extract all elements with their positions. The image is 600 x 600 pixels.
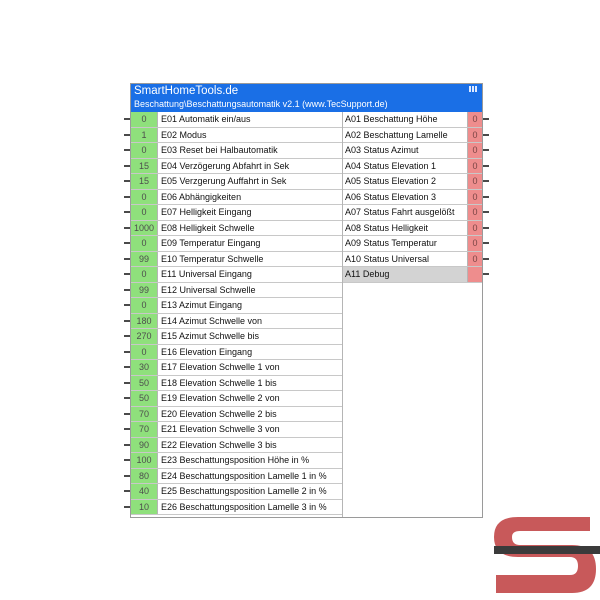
output-pin[interactable] bbox=[483, 258, 489, 260]
output-value[interactable]: 0 bbox=[467, 236, 482, 251]
input-row[interactable] bbox=[131, 159, 342, 175]
input-pin[interactable] bbox=[124, 211, 130, 213]
input-row[interactable] bbox=[131, 205, 342, 221]
output-label: A03 Status Azimut bbox=[345, 145, 419, 155]
input-label: E07 Helligkeit Eingang bbox=[161, 207, 252, 217]
input-row[interactable] bbox=[131, 500, 342, 516]
output-row[interactable] bbox=[343, 267, 482, 283]
input-value[interactable]: 0 bbox=[131, 236, 158, 251]
input-pin[interactable] bbox=[124, 258, 130, 260]
input-pin[interactable] bbox=[124, 475, 130, 477]
output-pin[interactable] bbox=[483, 118, 489, 120]
input-label: E24 Beschattungsposition Lamelle 1 in % bbox=[161, 470, 327, 481]
input-row[interactable] bbox=[131, 376, 342, 392]
input-pin[interactable] bbox=[124, 289, 130, 291]
input-row[interactable] bbox=[131, 283, 342, 299]
input-label: E06 Abhängigkeiten bbox=[161, 191, 242, 202]
input-value[interactable]: 70 bbox=[131, 422, 158, 437]
input-pin[interactable] bbox=[124, 490, 130, 492]
input-value[interactable]: 1000 bbox=[131, 221, 158, 236]
input-label: E25 Beschattungsposition Lamelle 2 in % bbox=[161, 486, 327, 496]
input-row[interactable] bbox=[131, 112, 342, 128]
input-value[interactable]: 0 bbox=[131, 190, 158, 205]
input-label: E21 Elevation Schwelle 3 von bbox=[161, 424, 280, 434]
input-value[interactable]: 100 bbox=[131, 453, 158, 468]
block-header[interactable] bbox=[131, 84, 482, 112]
output-value[interactable]: 0 bbox=[467, 128, 482, 143]
output-value[interactable]: 0 bbox=[467, 205, 482, 220]
input-value[interactable]: 99 bbox=[131, 283, 158, 298]
output-value[interactable]: 0 bbox=[467, 159, 482, 174]
output-label: A08 Status Helligkeit bbox=[345, 222, 429, 233]
input-pin[interactable] bbox=[124, 428, 130, 430]
input-pin[interactable] bbox=[124, 196, 130, 198]
input-row[interactable] bbox=[131, 298, 342, 314]
input-pin[interactable] bbox=[124, 351, 130, 353]
input-label: E03 Reset bei Halbautomatik bbox=[161, 145, 278, 155]
input-label: E26 Beschattungsposition Lamelle 3 in % bbox=[161, 501, 327, 512]
input-pin[interactable] bbox=[124, 273, 130, 275]
output-pin[interactable] bbox=[483, 180, 489, 182]
output-pin[interactable] bbox=[483, 227, 489, 229]
input-value[interactable]: 40 bbox=[131, 484, 158, 499]
input-label: E12 Universal Schwelle bbox=[161, 284, 256, 295]
input-pin[interactable] bbox=[124, 459, 130, 461]
input-value[interactable]: 90 bbox=[131, 438, 158, 453]
output-row[interactable] bbox=[343, 128, 482, 144]
input-pin[interactable] bbox=[124, 413, 130, 415]
input-pin[interactable] bbox=[124, 165, 130, 167]
input-row[interactable] bbox=[131, 174, 342, 190]
input-row[interactable] bbox=[131, 128, 342, 144]
input-pin[interactable] bbox=[124, 242, 130, 244]
input-row[interactable] bbox=[131, 438, 342, 454]
output-label: A10 Status Universal bbox=[345, 253, 430, 264]
input-row[interactable] bbox=[131, 484, 342, 500]
input-row[interactable] bbox=[131, 252, 342, 268]
input-label: E22 Elevation Schwelle 3 bis bbox=[161, 439, 277, 450]
s-logo-icon bbox=[490, 505, 600, 600]
output-row[interactable] bbox=[343, 143, 482, 159]
output-row[interactable] bbox=[343, 190, 482, 206]
output-value[interactable]: 0 bbox=[467, 143, 482, 158]
input-row[interactable] bbox=[131, 345, 342, 361]
input-row[interactable] bbox=[131, 422, 342, 438]
output-label: A06 Status Elevation 3 bbox=[345, 191, 437, 202]
input-label: E20 Elevation Schwelle 2 bis bbox=[161, 408, 277, 419]
output-label: A07 Status Fahrt ausgelößt bbox=[345, 207, 455, 217]
input-label: E11 Universal Eingang bbox=[161, 269, 252, 279]
input-row[interactable] bbox=[131, 453, 342, 469]
input-row[interactable] bbox=[131, 329, 342, 345]
input-label: E17 Elevation Schwelle 1 von bbox=[161, 362, 280, 372]
output-row[interactable] bbox=[343, 159, 482, 175]
input-value[interactable]: 0 bbox=[131, 267, 158, 282]
input-value[interactable]: 80 bbox=[131, 469, 158, 484]
input-pin[interactable] bbox=[124, 149, 130, 151]
input-label: E18 Elevation Schwelle 1 bis bbox=[161, 377, 277, 388]
input-label: E19 Elevation Schwelle 2 von bbox=[161, 393, 280, 403]
input-row[interactable] bbox=[131, 391, 342, 407]
output-pin[interactable] bbox=[483, 211, 489, 213]
output-row[interactable] bbox=[343, 252, 482, 268]
output-row[interactable] bbox=[343, 205, 482, 221]
output-label: A09 Status Temperatur bbox=[345, 238, 437, 248]
input-pin[interactable] bbox=[124, 335, 130, 337]
input-pin[interactable] bbox=[124, 134, 130, 136]
output-value[interactable]: 0 bbox=[467, 252, 482, 267]
output-label: A01 Beschattung Höhe bbox=[345, 114, 438, 124]
input-row[interactable] bbox=[131, 143, 342, 159]
input-value[interactable]: 10 bbox=[131, 500, 158, 515]
input-label: E04 Verzögerung Abfahrt in Sek bbox=[161, 160, 290, 171]
input-value[interactable]: 99 bbox=[131, 252, 158, 267]
output-pin[interactable] bbox=[483, 165, 489, 167]
input-pin[interactable] bbox=[124, 320, 130, 322]
input-pin[interactable] bbox=[124, 506, 130, 508]
output-label: A11 Debug bbox=[345, 269, 390, 279]
output-value[interactable]: 0 bbox=[467, 190, 482, 205]
input-label: E16 Elevation Eingang bbox=[161, 346, 253, 357]
input-row[interactable] bbox=[131, 314, 342, 330]
output-pin[interactable] bbox=[483, 134, 489, 136]
input-value[interactable]: 70 bbox=[131, 407, 158, 422]
output-row[interactable] bbox=[343, 221, 482, 237]
input-list bbox=[131, 112, 342, 515]
input-value[interactable]: 0 bbox=[131, 143, 158, 158]
output-value[interactable] bbox=[467, 267, 482, 282]
input-label: E01 Automatik ein/aus bbox=[161, 114, 251, 124]
input-pin[interactable] bbox=[124, 444, 130, 446]
output-row[interactable] bbox=[343, 236, 482, 252]
input-label: E10 Temperatur Schwelle bbox=[161, 253, 264, 264]
block-subtitle: Beschattung\Beschattungsautomatik v2.1 (www.TecSupport.de) bbox=[134, 99, 388, 109]
input-value[interactable]: 0 bbox=[131, 112, 158, 127]
input-pin[interactable] bbox=[124, 397, 130, 399]
input-value[interactable]: 1 bbox=[131, 128, 158, 143]
input-value[interactable]: 15 bbox=[131, 159, 158, 174]
input-pin[interactable] bbox=[124, 366, 130, 368]
output-value[interactable]: 0 bbox=[467, 174, 482, 189]
output-pin[interactable] bbox=[483, 273, 489, 275]
logic-block[interactable] bbox=[130, 83, 483, 518]
input-pin[interactable] bbox=[124, 118, 130, 120]
output-value[interactable]: 0 bbox=[467, 221, 482, 236]
input-value[interactable]: 0 bbox=[131, 205, 158, 220]
input-label: E13 Azimut Eingang bbox=[161, 300, 243, 310]
output-value[interactable]: 0 bbox=[467, 112, 482, 127]
input-label: E08 Helligkeit Schwelle bbox=[161, 222, 255, 233]
output-list bbox=[342, 112, 482, 517]
input-value[interactable]: 270 bbox=[131, 329, 158, 344]
input-row[interactable] bbox=[131, 236, 342, 252]
input-row[interactable] bbox=[131, 190, 342, 206]
input-value[interactable]: 0 bbox=[131, 345, 158, 360]
input-row[interactable] bbox=[131, 360, 342, 376]
input-label: E02 Modus bbox=[161, 129, 207, 140]
input-value[interactable]: 180 bbox=[131, 314, 158, 329]
input-row[interactable] bbox=[131, 221, 342, 237]
input-pin[interactable] bbox=[124, 227, 130, 229]
input-pin[interactable] bbox=[124, 382, 130, 384]
block-options-icon[interactable] bbox=[469, 86, 479, 92]
output-label: A02 Beschattung Lamelle bbox=[345, 129, 448, 140]
input-value[interactable]: 50 bbox=[131, 391, 158, 406]
input-label: E14 Azimut Schwelle von bbox=[161, 315, 263, 326]
output-row[interactable] bbox=[343, 174, 482, 190]
output-label: A05 Status Elevation 2 bbox=[345, 176, 437, 186]
input-row[interactable] bbox=[131, 407, 342, 423]
input-value[interactable]: 30 bbox=[131, 360, 158, 375]
input-label: E15 Azimut Schwelle bis bbox=[161, 331, 260, 341]
input-label: E23 Beschattungsposition Höhe in % bbox=[161, 455, 310, 465]
input-row[interactable] bbox=[131, 267, 342, 283]
input-pin[interactable] bbox=[124, 304, 130, 306]
input-label: E09 Temperatur Eingang bbox=[161, 238, 261, 248]
output-row[interactable] bbox=[343, 112, 482, 128]
output-label: A04 Status Elevation 1 bbox=[345, 160, 437, 171]
output-pin[interactable] bbox=[483, 149, 489, 151]
output-pin[interactable] bbox=[483, 242, 489, 244]
input-label: E05 Verzgerung Auffahrt in Sek bbox=[161, 176, 287, 186]
output-pin[interactable] bbox=[483, 196, 489, 198]
input-value[interactable]: 15 bbox=[131, 174, 158, 189]
block-title: SmartHomeTools.de bbox=[134, 85, 239, 97]
input-value[interactable]: 50 bbox=[131, 376, 158, 391]
input-row[interactable] bbox=[131, 469, 342, 485]
input-pin[interactable] bbox=[124, 180, 130, 182]
input-value[interactable]: 0 bbox=[131, 298, 158, 313]
